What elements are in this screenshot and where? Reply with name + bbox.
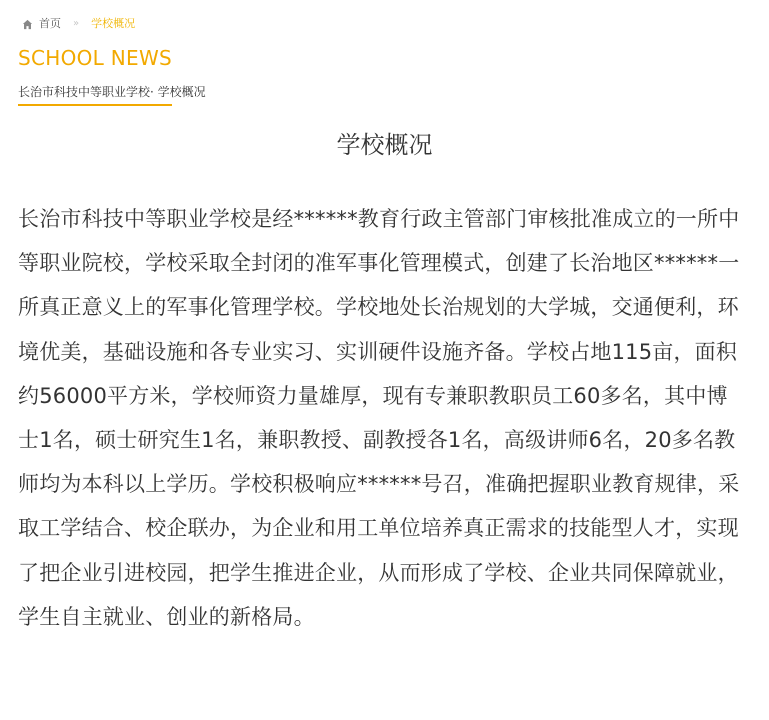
breadcrumb [22,16,135,32]
section-subtitle: 长治市科技中等职业学校· 学校概况 [18,85,206,99]
article-title: 学校概况 [336,131,433,159]
breadcrumb-current[interactable]: 学校概况 [91,17,136,30]
section-title: SCHOOL NEWS [18,46,173,70]
breadcrumb-home-link[interactable]: 首页 [39,17,61,30]
breadcrumb-separator: » [73,18,80,29]
subtitle-underline [18,104,172,106]
home-icon [22,19,33,30]
article-body: 长治市科技中等职业学校是经******教育行政主管部门审核批准成立的一所中等职业院校，学校采取全封闭的准军事化管理模式，创建了长治地区******一所真正意义上的军事化管理学校。学校地处长治规划的大学城，交通便利，环境优美，基础设施和各专业实习、实训硬件设施齐备。学校占地115亩，面积约56000平方米，学校师资力量雄厚，现有专兼职教职员工60多名，其中博士1名，硕士研究生1名，兼职教授、副教授各1名，高级讲师6名，20多名教师均为本科以上学历。学校积极响应******号召，准确把握职业教育规律，采取工学结合、校企联办，为企业和用工单位培养真正需求的技能型人才，实现了把企业引进校园，把学生推进企业，从而形成了学校、企业共同保障就业，学生自主就业、创业的新格局。 [18,207,740,629]
